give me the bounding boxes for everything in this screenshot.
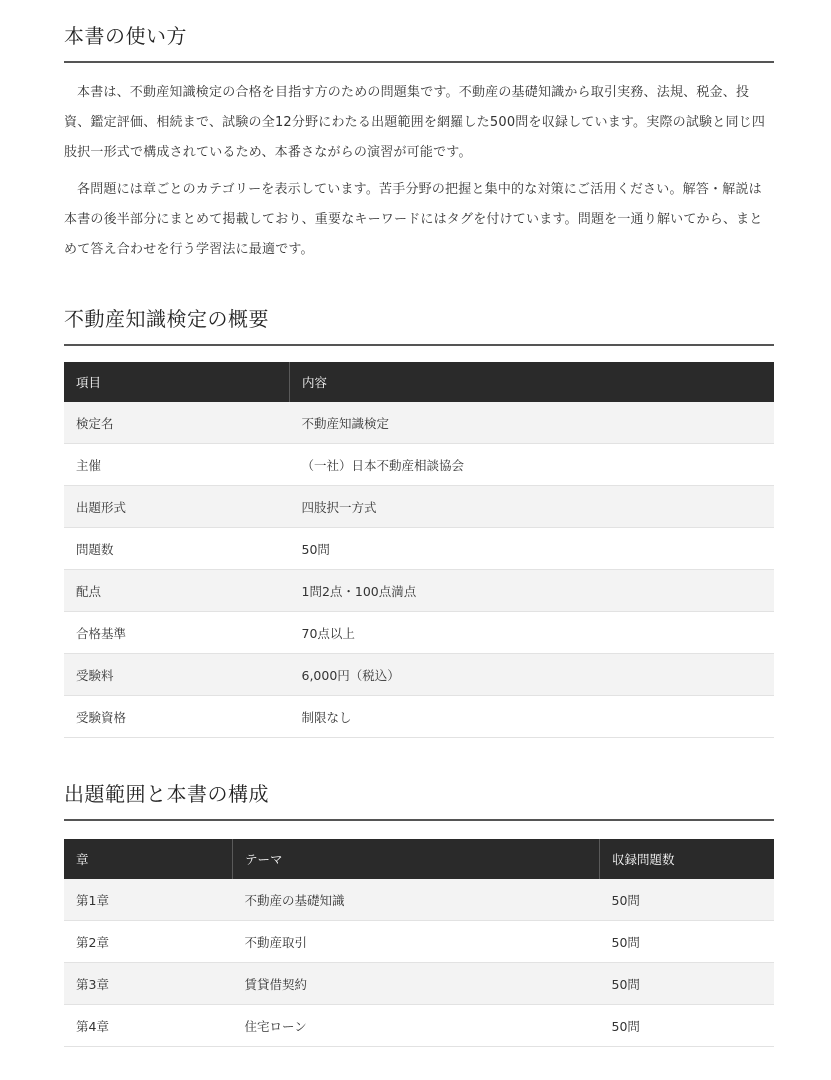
table-row: [64, 963, 774, 1005]
table-row: [64, 1005, 774, 1047]
table-cell: 住宅ローン: [233, 1005, 600, 1047]
table-cell: （一社）日本不動産相談協会: [290, 444, 775, 486]
structure-table: [64, 839, 774, 1047]
table-cell: 不動産知識検定: [290, 402, 775, 444]
table-row: [64, 879, 774, 921]
column-header-chapter: 章: [64, 839, 233, 879]
intro-paragraph: 本書は、不動産知識検定の合格を目指す方のための問題集です。不動産の基礎知識から取引実務、法規、税金、投資、鑑定評価、相続まで、試験の全12分野にわたる出題範囲を網羅した500問を収録しています。実際の試験と同じ四肢択一形式で構成されているため、本番さながらの演習が可能です。: [64, 85, 766, 160]
section-title-overview: 不動産知識検定の概要: [64, 303, 774, 346]
table-cell: 50問: [600, 1005, 775, 1047]
table-cell: 1問2点・100点満点: [290, 570, 775, 612]
table-cell: 50問: [290, 528, 775, 570]
table-row: [64, 402, 774, 444]
section-title-how-to-use: 本書の使い方: [64, 20, 774, 63]
table-header-row: [64, 362, 774, 402]
intro-paragraph: 各問題には章ごとのカテゴリーを表示しています。苦手分野の把握と集中的な対策にご活用ください。解答・解説は本書の後半部分にまとめて掲載しており、重要なキーワードにはタグを付けています。問題を一通り解いてから、まとめて答え合わせを行う学習法に最適です。: [64, 182, 763, 257]
table-cell: 第2章: [64, 921, 233, 963]
table-cell: 制限なし: [290, 696, 775, 738]
table-cell: 50問: [600, 879, 775, 921]
table-row: [64, 486, 774, 528]
column-header-item: 項目: [64, 362, 290, 402]
table-row: [64, 570, 774, 612]
table-row: [64, 444, 774, 486]
table-cell: 問題数: [64, 528, 290, 570]
column-header-question-count: 収録問題数: [600, 839, 775, 879]
table-cell: 四肢択一方式: [290, 486, 775, 528]
table-cell: 検定名: [64, 402, 290, 444]
table-cell: 受験料: [64, 654, 290, 696]
intro-text: [64, 63, 774, 265]
table-cell: 第3章: [64, 963, 233, 1005]
table-cell: 受験資格: [64, 696, 290, 738]
column-header-theme: テーマ: [233, 839, 600, 879]
table-row: [64, 528, 774, 570]
table-cell: 第4章: [64, 1005, 233, 1047]
column-header-content: 内容: [290, 362, 775, 402]
table-row: [64, 654, 774, 696]
table-row: [64, 696, 774, 738]
table-cell: 6,000円（税込）: [290, 654, 775, 696]
table-cell: 不動産取引: [233, 921, 600, 963]
document-page: [64, 0, 774, 1047]
table-row: [64, 612, 774, 654]
table-cell: 50問: [600, 921, 775, 963]
table-cell: 配点: [64, 570, 290, 612]
table-cell: 不動産の基礎知識: [233, 879, 600, 921]
table-cell: 主催: [64, 444, 290, 486]
table-cell: 合格基準: [64, 612, 290, 654]
table-cell: 50問: [600, 963, 775, 1005]
table-cell: 出題形式: [64, 486, 290, 528]
table-cell: 第1章: [64, 879, 233, 921]
section-title-structure: 出題範囲と本書の構成: [64, 778, 774, 821]
table-header-row: [64, 839, 774, 879]
table-cell: 70点以上: [290, 612, 775, 654]
table-cell: 賃貸借契約: [233, 963, 600, 1005]
table-row: [64, 921, 774, 963]
overview-table: [64, 362, 774, 738]
